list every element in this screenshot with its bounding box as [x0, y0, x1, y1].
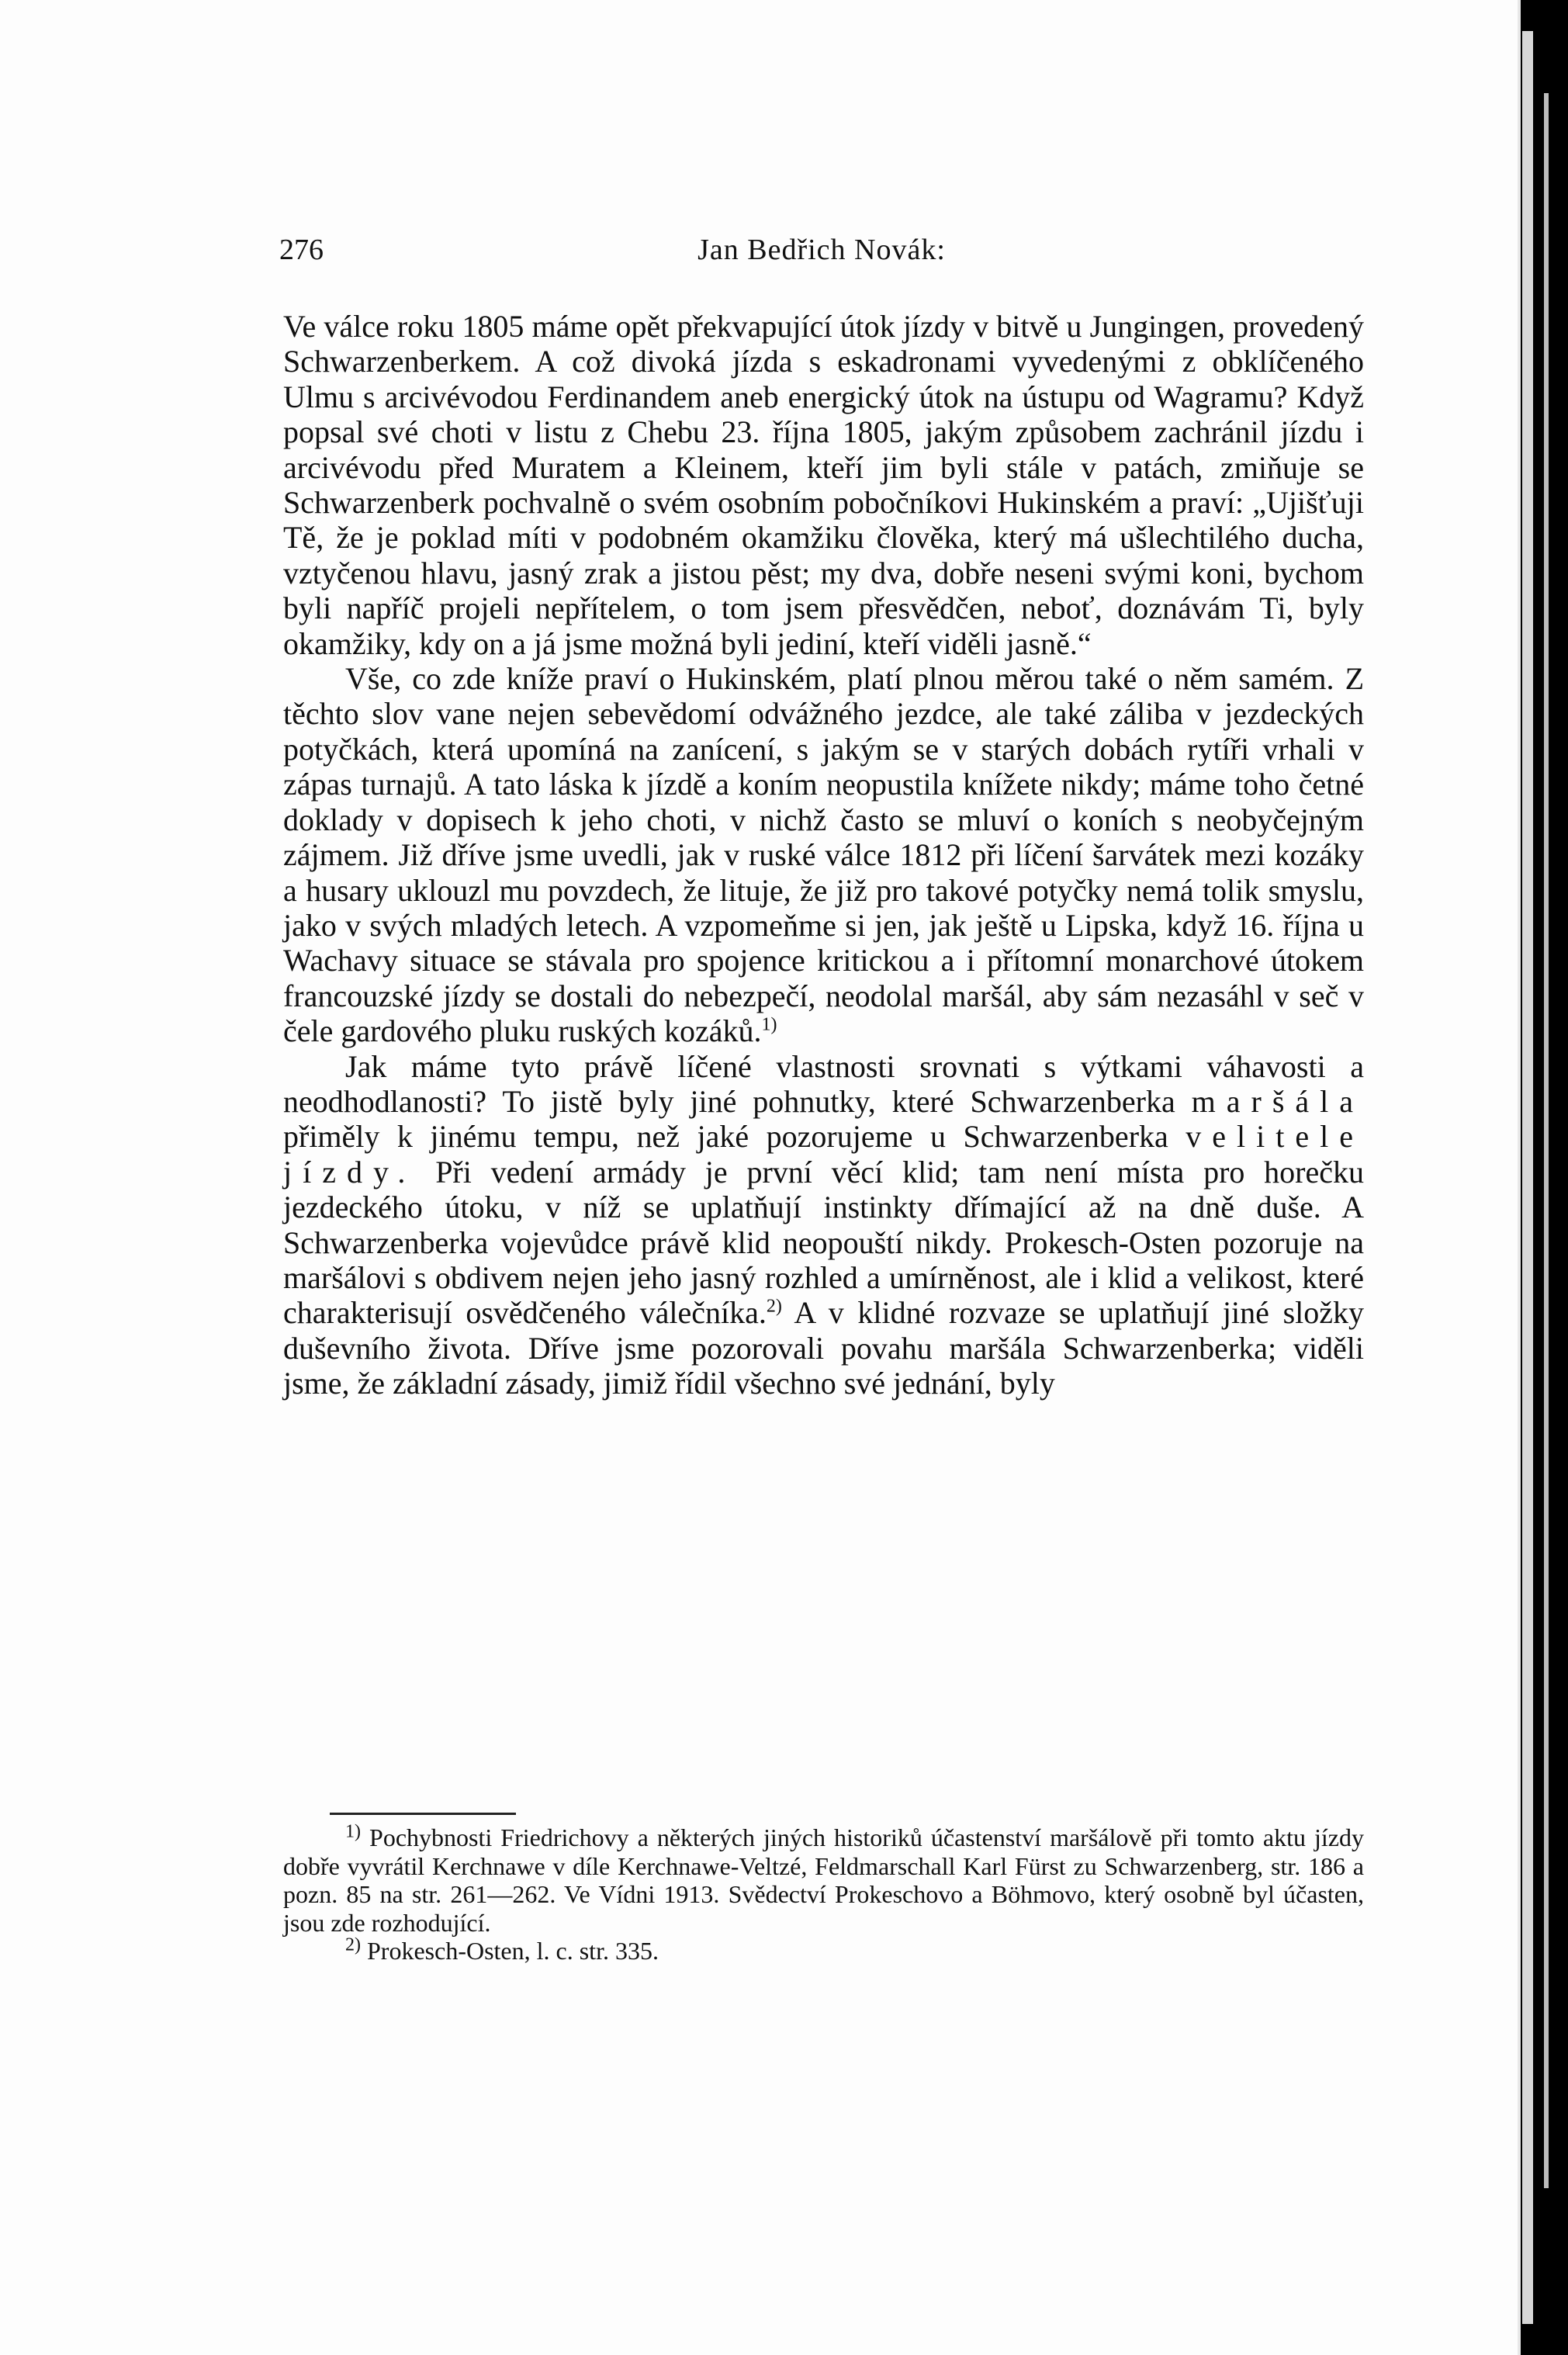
page-edge-line — [1544, 93, 1549, 2188]
paragraph-3-text-b: přiměly k jinému tempu, než jaké pozorujeme u Schwarzenberka — [283, 1119, 1168, 1155]
footnote-2-text: Prokesch-Osten, l. c. str. 335. — [367, 1937, 659, 1965]
footnote-2 — [283, 1934, 1364, 1965]
footnote-1-mark: 1) — [345, 1821, 361, 1842]
footnotes — [283, 1823, 1364, 1965]
footnote-1 — [283, 1823, 1364, 1937]
footnote-ref-2: 2) — [766, 1297, 782, 1318]
footnote-ref-1: 1) — [761, 1014, 777, 1035]
paragraph-2 — [283, 661, 1364, 1048]
paragraph-3-text-d: A v klidné rozvaze se uplatňují jiné složky duševního života. Dříve jsme pozorovali povahu maršála Schwarzenberka; viděli jsme, že základní zásady, jimiž řídil všechno své jednání, byly — [283, 1295, 1365, 1401]
main-text — [283, 309, 1364, 1401]
running-head: Jan Bedřich Novák: — [697, 234, 946, 266]
paragraph-3 — [283, 1049, 1364, 1401]
page-header — [279, 233, 1364, 279]
page-edge-shadow — [1522, 31, 1533, 2324]
paragraph-3-text-c: Při vedení armády je první věcí klid; tam není místa pro horečku jezdeckého útoku, v níž se uplatňují instinkty dřímající až na dně duše. A Schwarzenberka vojevůdce právě klid neopouští nikdy. Prokesch-Osten pozoruje na maršálovi s obdivem nejen jeho jasný rozhled a umírněnost, ale i klid a velikost, které charakterisují osvědčeného válečníka. — [283, 1154, 1364, 1331]
paragraph-2-text: Vše, co zde kníže praví o Hukinském, platí plnou měrou také o něm samém. Z těchto slov vane nejen sebevědomí odvážného jezdce, ale také záliba v jezdeckých potyčkách, která upomíná na zanícení, s jakým se v starých dobách rytíři vrhali v zápas turnajů. A tato láska k jízdě a koním neopustila knížete nikdy; máme toho četné doklady v dopisech k jeho choti, v nichž často se mluví o koních s neobyčejným zájmem. Již dříve jsme uvedli, jak v ruské válce 1812 při líčení šarvátek mezi kozáky a husary uklouzl mu povzdech, že lituje, že již pro takové potyčky nemá tolik smyslu, jako v svých mladých letech. A vzpomeňme si jen, jak ještě u Lipska, když 16. října u Wachavy situace se stávala pro spojence kritickou a i přítomní monarchové útokem francouzské jízdy se dostali do nebezpečí, neodolal maršál, aby sám nezasáhl v seč v čele gardového pluku ruských kozáků. — [283, 661, 1364, 1049]
paragraph-3-text-a: Jak máme tyto právě líčené vlastnosti srovnati s výtkami váhavosti a neodhodlanosti? To jistě byly jiné pohnutky, které Schwarzenberka — [283, 1048, 1364, 1119]
footnote-divider — [330, 1813, 516, 1815]
spaced-word-marshal: maršála — [1191, 1083, 1365, 1119]
paragraph-1: Ve válce roku 1805 máme opět překvapující útok jízdy v bitvě u Jungingen, provedený Schwarzenberkem. A což divoká jízda s eskadronami vyvedenými z obklíčeného Ulmu s arcivévodou Ferdinandem aneb energický útok na ústupu od Wagramu? Když popsal své choti v listu z Chebu 23. října 1805, jakým způsobem zachránil jízdu i arcivévodu před Muratem a Kleinem, kteří jim byli stále v patách, zmiňuje se Schwarzenberk pochvalně o svém osobním pobočníkovi Hukinském a praví: „Ujišťuji Tě, že je poklad míti v podobném okamžiku člověka, který má ušlechtilého ducha, vztyčenou hlavu, jasný zrak a jistou pěst; my dva, dobře neseni svými koni, bychom byli napříč projeli nepřítelem, o tom jsem přesvědčen, neboť, doznávám Ti, byly okamžiky, kdy on a já jsme možná byli jediní, kteří viděli jasně.“ — [283, 309, 1364, 661]
footnote-2-mark: 2) — [345, 1934, 361, 1955]
spaced-word-cavalry-commander: velitele jízdy. — [283, 1119, 1364, 1190]
footnote-1-text: Pochybnosti Friedrichovy a některých jiných historiků účastenství maršálově při tomto aktu jízdy dobře vyvrátil Kerchnawe v díle Kerchnawe-Veltzé, Feldmarschall Karl Fürst zu Schwarzenberg, str. 186 a pozn. 85 na str. 261—262. Ve Vídni 1913. Svědectví Prokeschovo a Böhmovo, který osobně byl účasten, jsou zde rozhodující. — [283, 1823, 1365, 1937]
page-number: 276 — [279, 234, 324, 266]
